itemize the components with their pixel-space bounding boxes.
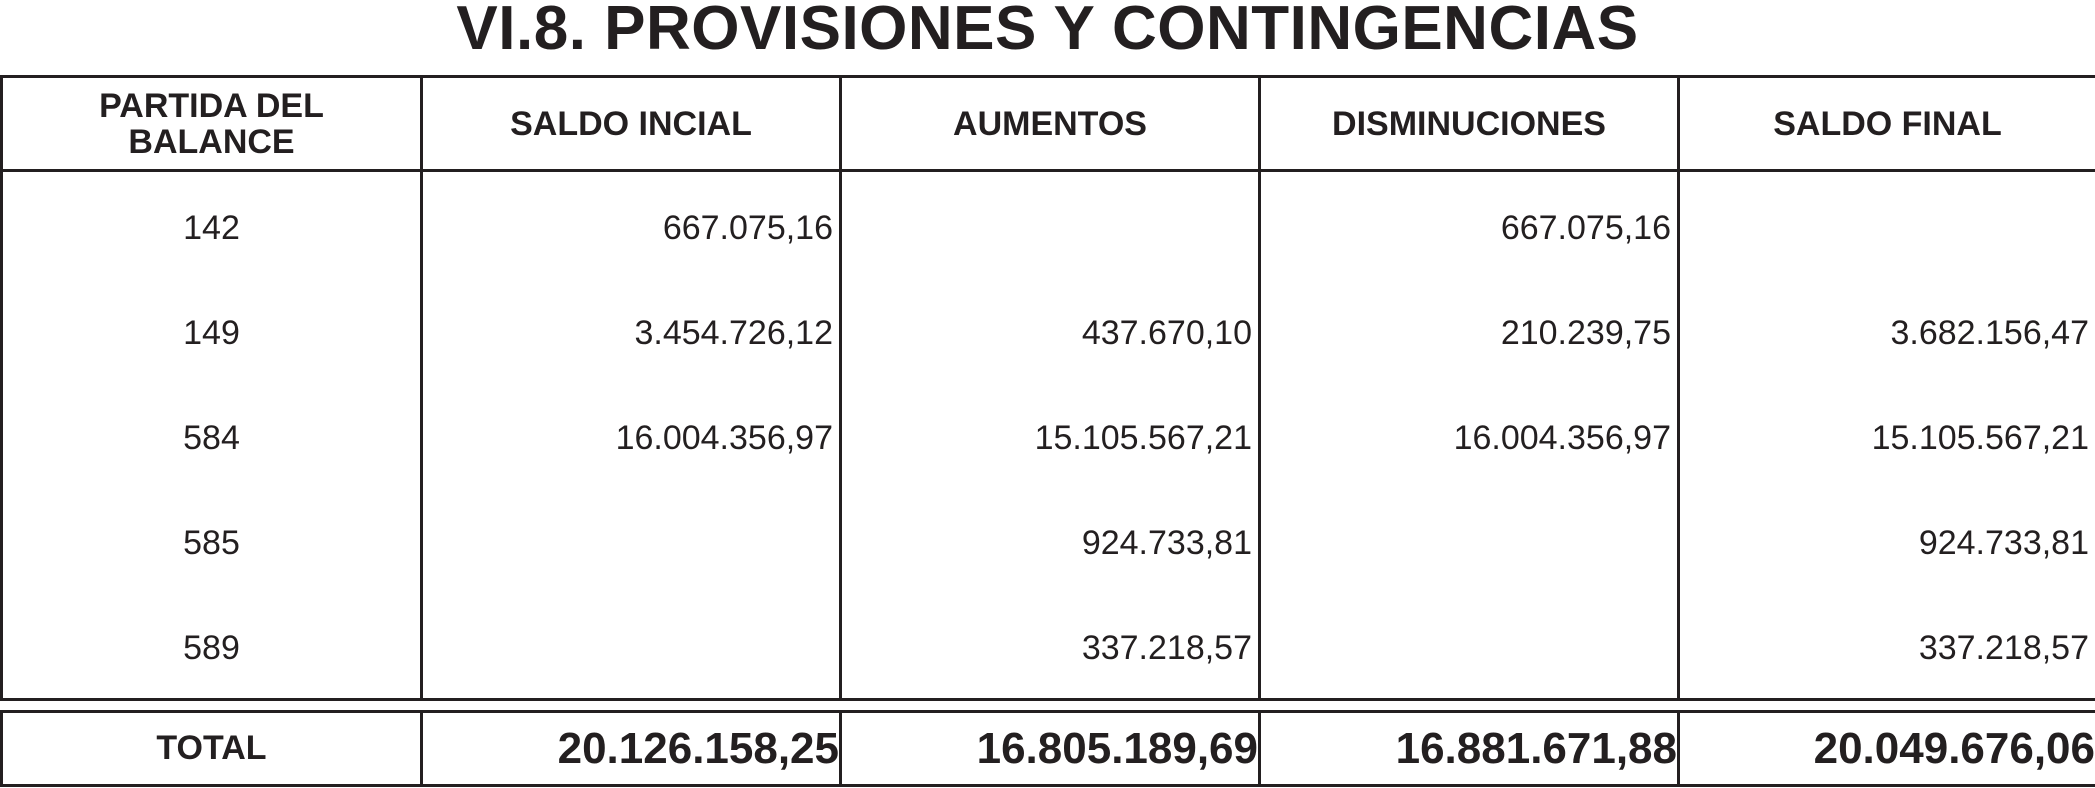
header-saldo-final: SALDO FINAL (1679, 77, 2095, 171)
partida-cell: 149 (183, 314, 240, 352)
total-saldo-inicial: 20.126.158,25 (422, 712, 841, 786)
total-aumentos: 16.805.189,69 (841, 712, 1260, 786)
aumentos-cell: 437.670,10 (1081, 314, 1252, 352)
aumentos-cell: 924.733,81 (1081, 524, 1252, 562)
header-row (2, 77, 2095, 171)
total-table (0, 710, 2095, 787)
total-saldo-final: 20.049.676,06 (1679, 712, 2095, 786)
disminuciones-cell (1261, 515, 1677, 620)
total-disminuciones: 16.881.671,88 (1260, 712, 1679, 786)
partida-cell: 142 (183, 209, 240, 247)
total-row (2, 712, 2095, 786)
saldo-final-column (1679, 171, 2095, 700)
saldo-inicial-cell: 3.454.726,12 (634, 314, 833, 352)
disminuciones-cell: 16.004.356,97 (1453, 419, 1671, 457)
header-aumentos: AUMENTOS (841, 77, 1260, 171)
partida-cell: 585 (183, 524, 240, 562)
saldo-final-cell: 337.218,57 (1918, 629, 2089, 667)
saldo-final-cell: 15.105.567,21 (1871, 419, 2089, 457)
saldo-final-cell (1680, 200, 2095, 305)
saldo-inicial-cell (423, 620, 839, 676)
header-partida-line1: PARTIDA DEL (99, 86, 324, 125)
disminuciones-column (1260, 171, 1679, 700)
header-saldo-inicial: SALDO INCIAL (422, 77, 841, 171)
partida-cell: 584 (183, 419, 240, 457)
aumentos-column (841, 171, 1260, 700)
header-disminuciones: DISMINUCIONES (1260, 77, 1679, 171)
saldo-inicial-cell: 16.004.356,97 (615, 419, 833, 457)
partida-cell: 589 (183, 629, 240, 667)
total-label: TOTAL (2, 712, 422, 786)
disminuciones-cell (1261, 620, 1677, 676)
aumentos-cell: 337.218,57 (1081, 629, 1252, 667)
header-partida (2, 77, 422, 171)
saldo-final-cell: 3.682.156,47 (1890, 314, 2089, 352)
saldo-final-cell: 924.733,81 (1918, 524, 2089, 562)
aumentos-cell: 15.105.567,21 (1034, 419, 1252, 457)
disminuciones-cell: 667.075,16 (1500, 209, 1671, 247)
page-title: VI.8. PROVISIONES Y CONTINGENCIAS (456, 0, 1639, 63)
saldo-inicial-cell: 667.075,16 (662, 209, 833, 247)
saldo-inicial-cell (423, 515, 839, 620)
body-row (2, 171, 2095, 700)
header-partida-line2: BALANCE (128, 122, 295, 161)
saldo-inicial-column (422, 171, 841, 700)
aumentos-cell (842, 200, 1258, 305)
partida-column (2, 171, 422, 700)
disminuciones-cell: 210.239,75 (1500, 314, 1671, 352)
provisions-table (0, 75, 2095, 701)
